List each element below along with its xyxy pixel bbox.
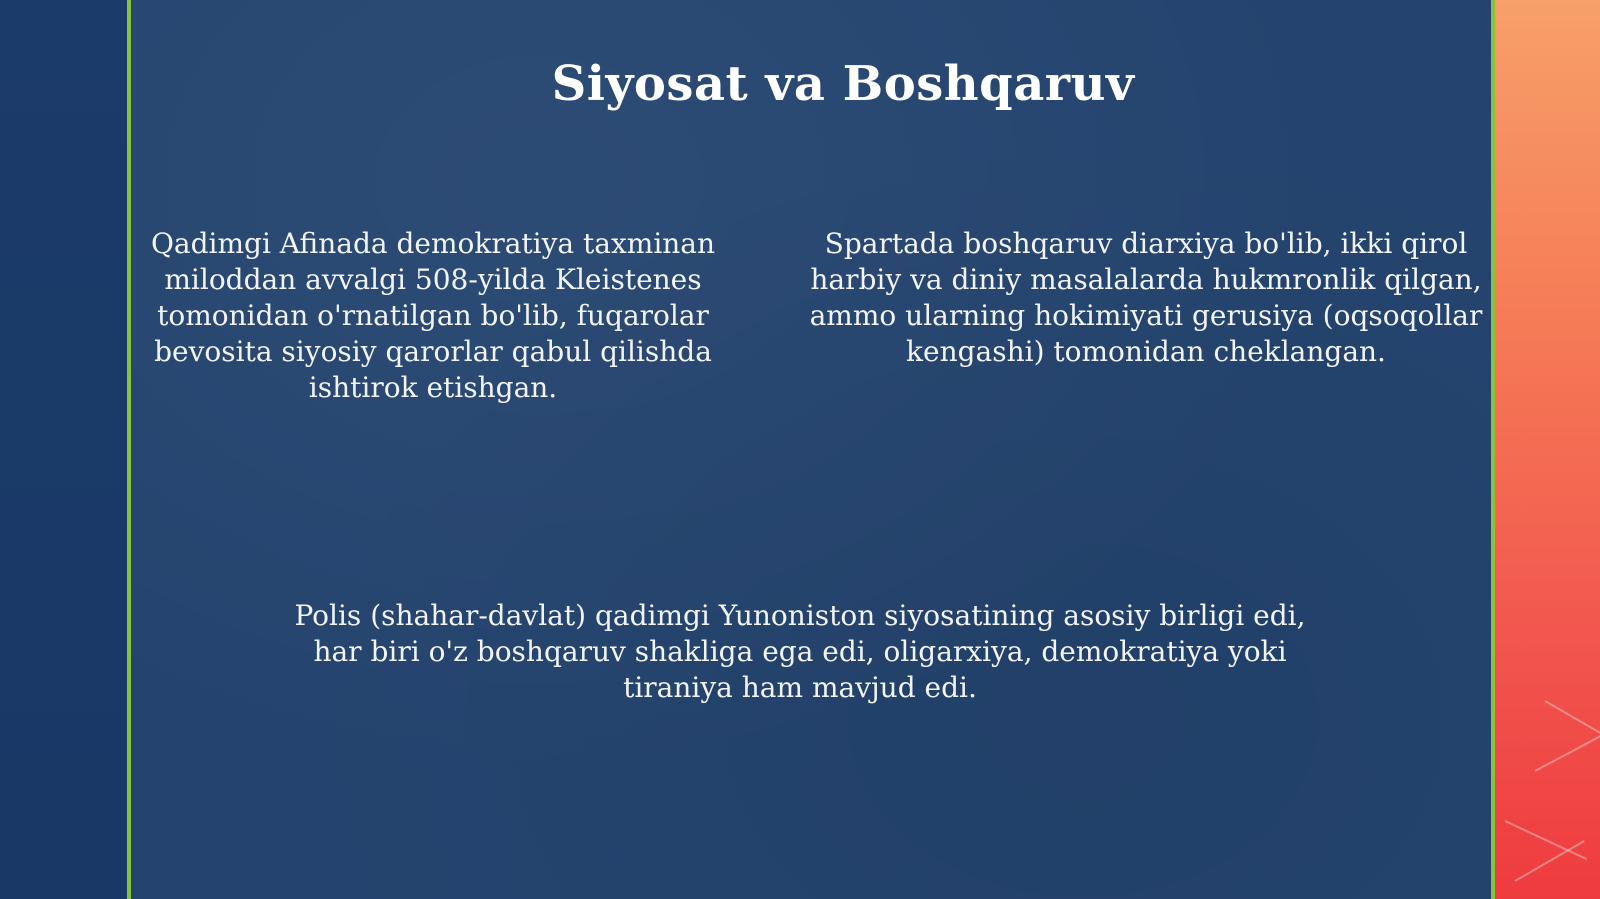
decor-line: [1535, 733, 1600, 772]
decor-line: [1515, 840, 1585, 882]
left-decor-band: [0, 0, 127, 899]
decor-line: [1505, 820, 1587, 860]
decor-line: [1545, 700, 1600, 737]
right-decor-band: [1495, 0, 1600, 899]
paragraph-sparta: Spartada boshqaruv diarxiya bo'lib, ikki qirol harbiy va diniy masalalarda hukmronlik qilgan, ammo ularning hokimiyati gerusiya (oqsoqollar kengashi) tomonidan cheklangan.: [809, 227, 1483, 368]
paragraph-athens: Qadimgi Afinada demokratiya taxminan miloddan avvalgi 508-yilda Kleistenes tomonidan o'rnatilgan bo'lib, fuqarolar bevosita siyosiy qarorlar qabul qilishda ishtirok etishgan.: [150, 227, 716, 404]
content-panel: [127, 0, 1495, 899]
slide-title: Siyosat va Boshqaruv: [551, 56, 1135, 112]
paragraph-polis: Polis (shahar-davlat) qadimgi Yunoniston siyosatining asosiy birligi edi, har biri o'z boshqaruv shakliga ega edi, oligarxiya, demokratiya yoki tiraniya ham mavjud edi.: [294, 599, 1306, 704]
